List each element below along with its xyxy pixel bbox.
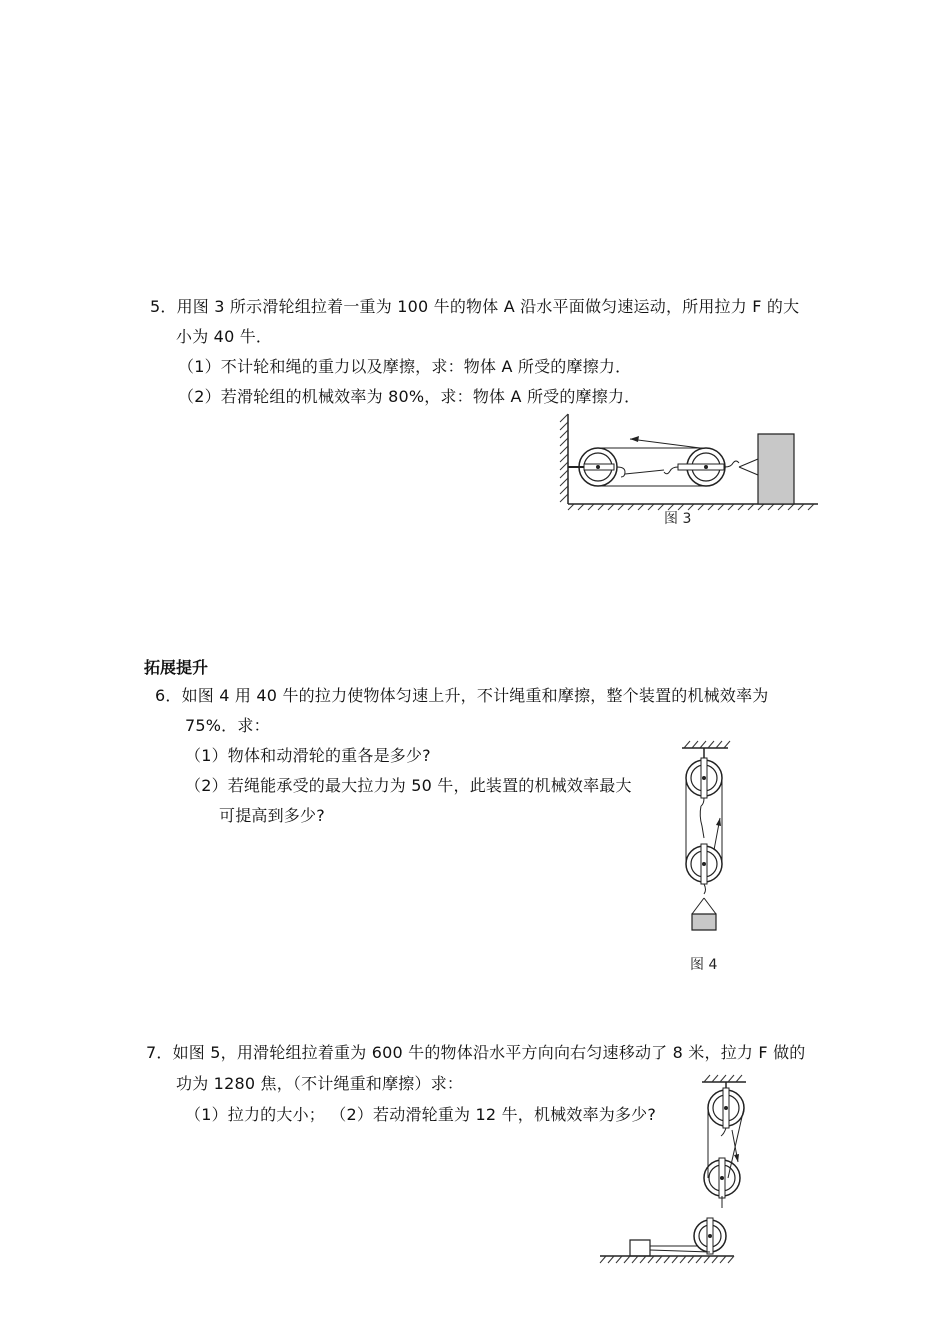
weight-block [692, 914, 716, 930]
pull-force-arrow [630, 439, 700, 448]
fixed-pulley [568, 448, 625, 486]
problem6-question1: （1）物体和动滑轮的重各是多少? [185, 746, 431, 765]
problem6-question2-line1: （2）若绳能承受的最大拉力为 50 牛，此装置的机械效率最大 [185, 776, 632, 795]
figure-5-diagram [598, 1074, 748, 1270]
figure-3-caption: 图 3 [664, 511, 692, 527]
problem5-line2: 小为 40 牛． [176, 327, 273, 346]
movable-pulley [664, 448, 739, 486]
figure-3-diagram [560, 412, 822, 516]
problem5-question2: （2）若滑轮组的机械效率为 80%，求：物体 A 所受的摩擦力． [178, 387, 641, 406]
problem7-line2: 功为 1280 焦，（不计绳重和摩擦）求： [176, 1074, 464, 1093]
figure-4-caption: 图 4 [690, 957, 718, 973]
figure-4-diagram [676, 740, 736, 936]
section-title: 拓展提升 [144, 658, 209, 677]
block [630, 1240, 650, 1256]
problem7-line1: 7．如图 5，用滑轮组拉着重为 600 牛的物体沿水平方向向右匀速移动了 8 米，拉力 F 做的 [146, 1043, 806, 1062]
problem6-line2: 75%．求： [185, 716, 270, 735]
block-a [758, 434, 794, 504]
problem5-line1: 5．用图 3 所示滑轮组拉着一重为 100 牛的物体 A 沿水平面做匀速运动，所用拉力 F 的大 [150, 297, 800, 316]
problem5-question1: （1）不计轮和绳的重力以及摩擦，求：物体 A 所受的摩擦力． [178, 357, 632, 376]
problem7-questions: （1）拉力的大小； （2）若动滑轮重为 12 牛，机械效率为多少? [185, 1105, 657, 1124]
problem6-question2-line2: 可提高到多少? [219, 806, 325, 825]
problem6-line1: 6．如图 4 用 40 牛的拉力使物体匀速上升，不计绳重和摩擦，整个装置的机械效率为 [155, 686, 769, 705]
